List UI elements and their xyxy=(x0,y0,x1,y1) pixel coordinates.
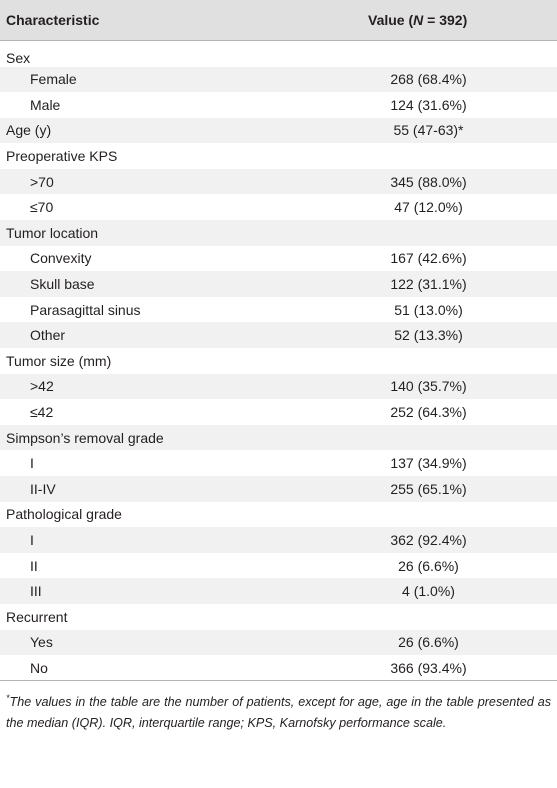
row-value xyxy=(320,40,557,67)
row-value xyxy=(320,425,557,451)
table-footnote xyxy=(6,692,551,734)
table-row xyxy=(0,67,557,93)
row-value xyxy=(320,143,557,169)
row-label: Age (y) xyxy=(0,118,320,144)
row-value xyxy=(320,502,557,528)
row-value: 26 (6.6%) xyxy=(398,557,459,574)
table-row xyxy=(0,527,557,553)
table-row xyxy=(0,297,557,323)
table-row xyxy=(0,425,557,451)
row-value xyxy=(320,348,557,374)
row-label: Simpson’s removal grade xyxy=(0,425,320,451)
row-label: Tumor size (mm) xyxy=(6,352,112,369)
table-row xyxy=(0,143,557,169)
table-row xyxy=(0,194,557,220)
row-value: 4 (1.0%) xyxy=(320,578,557,604)
row-label: ≤42 xyxy=(30,404,54,421)
table-header xyxy=(0,0,557,40)
header-value-suffix: = 392) xyxy=(423,11,468,28)
header-value-n: N xyxy=(413,11,424,28)
header-value xyxy=(320,0,557,40)
row-value: 167 (42.6%) xyxy=(390,250,467,267)
row-label: I xyxy=(30,455,34,472)
row-label: No xyxy=(0,655,320,681)
row-value: 268 (68.4%) xyxy=(320,67,557,93)
row-label: Tumor location xyxy=(0,220,320,246)
table-row xyxy=(0,271,557,297)
footnote-text: The values in the table are the number of patients, except for age, age in the table presented as the median (IQR). IQR, interquartile range; KPS, Karnofsky performance scale. xyxy=(6,695,551,730)
table-row xyxy=(0,655,557,681)
row-label: >42 xyxy=(0,374,320,400)
table-row xyxy=(0,220,557,246)
table-row xyxy=(0,450,557,476)
row-value: 140 (35.7%) xyxy=(320,374,557,400)
row-label: Male xyxy=(30,96,61,113)
row-label: Convexity xyxy=(30,250,92,267)
row-label: Yes xyxy=(0,630,320,656)
table-row xyxy=(0,630,557,656)
row-value: 52 (13.3%) xyxy=(320,322,557,348)
table-row xyxy=(0,40,557,67)
table-row xyxy=(0,118,557,144)
row-value: 362 (92.4%) xyxy=(320,527,557,553)
table-row xyxy=(0,374,557,400)
row-value: 26 (6.6%) xyxy=(320,630,557,656)
table-row xyxy=(0,348,557,374)
table-row xyxy=(0,169,557,195)
row-value: 47 (12.0%) xyxy=(394,199,463,216)
table-row xyxy=(0,578,557,604)
row-label: I xyxy=(0,527,320,553)
row-value xyxy=(320,604,557,630)
row-label: ≤70 xyxy=(30,199,54,216)
row-label: Other xyxy=(0,322,320,348)
row-label: Pathological grade xyxy=(6,506,122,523)
table-body xyxy=(0,40,557,681)
table-row xyxy=(0,476,557,502)
row-label: II-IV xyxy=(0,476,320,502)
row-value: 255 (65.1%) xyxy=(320,476,557,502)
row-value xyxy=(320,220,557,246)
row-value: 124 (31.6%) xyxy=(390,96,467,113)
row-value: 55 (47-63)* xyxy=(320,118,557,144)
row-value: 137 (34.9%) xyxy=(390,455,467,472)
row-label: >70 xyxy=(0,169,320,195)
row-value: 345 (88.0%) xyxy=(320,169,557,195)
table-row xyxy=(0,553,557,579)
row-label: Skull base xyxy=(0,271,320,297)
header-value-prefix: Value ( xyxy=(368,11,414,28)
row-label: II xyxy=(30,557,38,574)
row-label: Parasagittal sinus xyxy=(30,301,141,318)
row-label: Sex xyxy=(6,49,31,66)
table-row xyxy=(0,92,557,118)
row-label: Recurrent xyxy=(6,608,68,625)
row-label: Preoperative KPS xyxy=(6,148,118,165)
footnote-marker: * xyxy=(6,692,10,703)
header-row xyxy=(0,0,557,40)
table-row xyxy=(0,322,557,348)
table-row xyxy=(0,502,557,528)
row-value: 51 (13.0%) xyxy=(394,301,463,318)
table-row xyxy=(0,399,557,425)
row-value: 366 (93.4%) xyxy=(320,655,557,681)
header-characteristic: Characteristic xyxy=(0,0,320,40)
row-label: Female xyxy=(0,67,320,93)
row-value: 252 (64.3%) xyxy=(390,404,467,421)
row-value: 122 (31.1%) xyxy=(320,271,557,297)
row-label: III xyxy=(0,578,320,604)
table-row xyxy=(0,246,557,272)
table-row xyxy=(0,604,557,630)
